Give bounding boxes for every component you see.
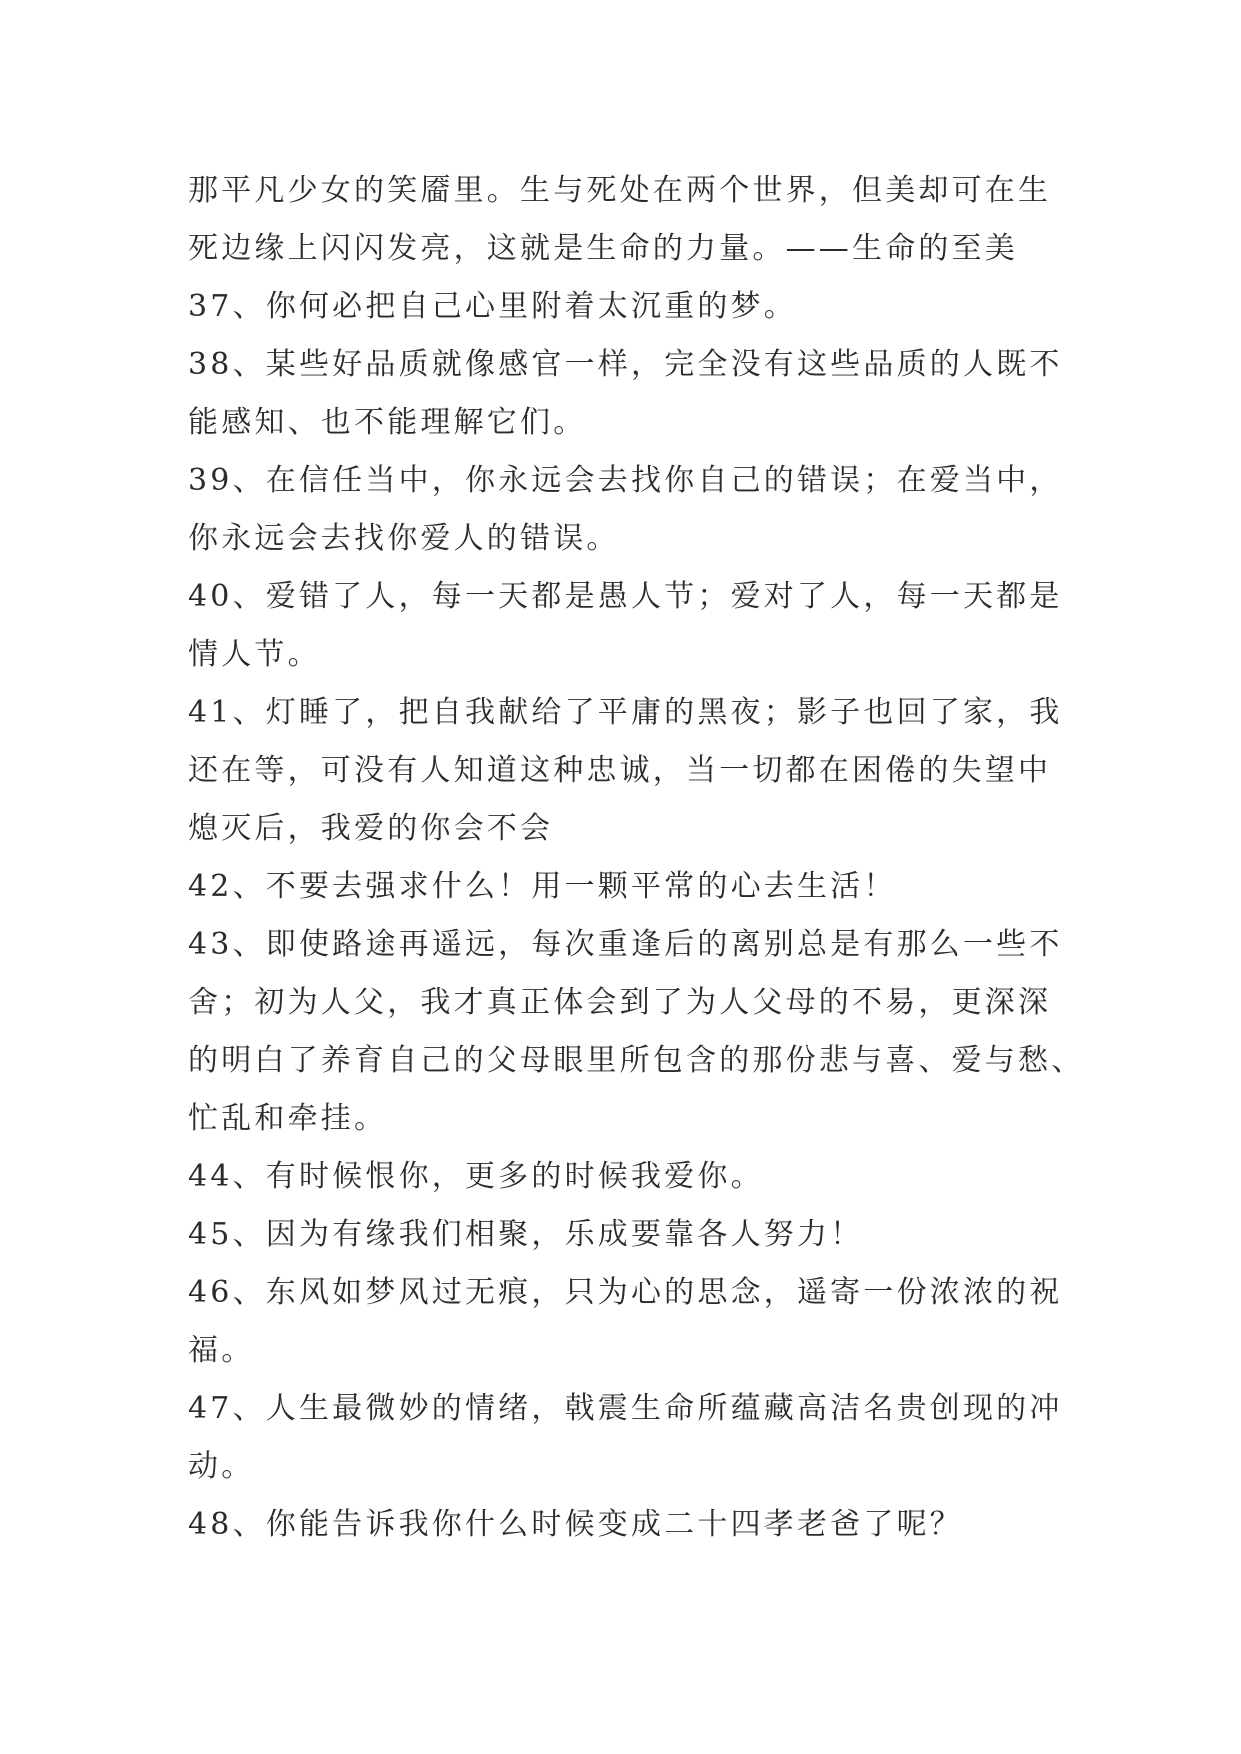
text-line: 的明白了养育自己的父母眼里所包含的那份悲与喜、爱与愁、 (188, 1043, 1085, 1078)
text-line: 舍；初为人父，我才真正体会到了为人父母的不易，更深深 (188, 985, 1052, 1020)
text-line: 忙乱和牵挂。 (188, 1101, 388, 1136)
text-line: 46、东风如梦风过无痕，只为心的思念，遥寄一份浓浓的祝 (188, 1275, 1063, 1310)
text-line: 41、灯睡了，把自我献给了平庸的黑夜；影子也回了家，我 (188, 695, 1063, 730)
text-line: 还在等，可没有人知道这种忠诚，当一切都在困倦的失望中 (188, 753, 1052, 788)
text-line: 40、爱错了人，每一天都是愚人节；爱对了人，每一天都是 (188, 579, 1063, 614)
text-line: 37、你何必把自己心里附着太沉重的梦。 (188, 289, 797, 324)
document-text (188, 162, 1085, 1554)
text-line: 39、在信任当中，你永远会去找你自己的错误；在爱当中， (188, 463, 1063, 498)
text-line: 那平凡少女的笑靥里。生与死处在两个世界，但美却可在生 (188, 173, 1052, 208)
text-line: 福。 (188, 1333, 255, 1368)
text-line: 能感知、也不能理解它们。 (188, 405, 587, 440)
text-line: 你永远会去找你爱人的错误。 (188, 521, 620, 556)
text-line: 情人节。 (188, 637, 321, 672)
text-line: 48、你能告诉我你什么时候变成二十四孝老爸了呢？ (188, 1507, 963, 1542)
text-line: 42、不要去强求什么！用一颗平常的心去生活！ (188, 869, 897, 904)
text-line: 38、某些好品质就像感官一样，完全没有这些品质的人既不 (188, 347, 1063, 382)
text-line: 熄灭后，我爱的你会不会 (188, 811, 554, 846)
text-line: 47、人生最微妙的情绪，戟震生命所蕴藏高洁名贵创现的冲 (188, 1391, 1063, 1426)
text-line: 44、有时候恨你，更多的时候我爱你。 (188, 1159, 764, 1194)
text-line: 45、因为有缘我们相聚，乐成要靠各人努力！ (188, 1217, 864, 1252)
text-line: 43、即使路途再遥远，每次重逢后的离别总是有那么一些不 (188, 927, 1063, 962)
text-line: 动。 (188, 1449, 255, 1484)
text-line: 死边缘上闪闪发亮，这就是生命的力量。——生命的至美 (188, 231, 1018, 266)
